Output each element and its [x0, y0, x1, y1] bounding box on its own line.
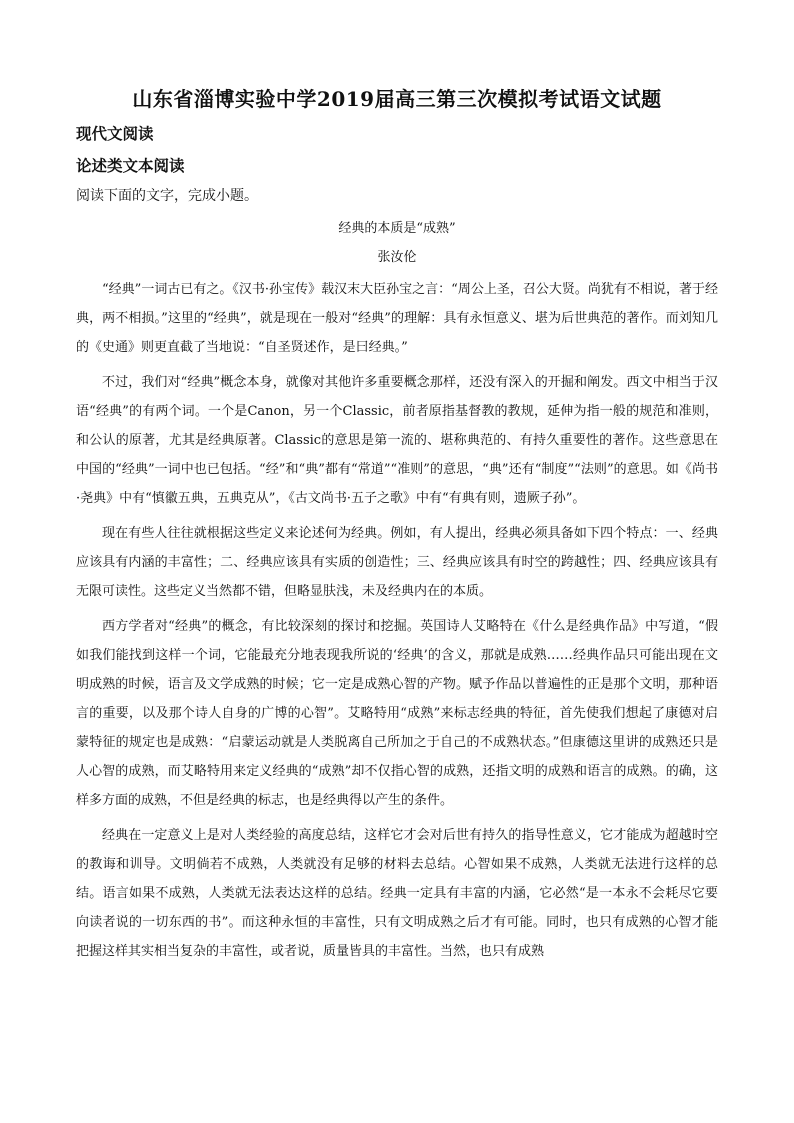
article-body — [76, 275, 718, 972]
section-heading-argumentative-reading: 论述类文本阅读 — [76, 157, 185, 175]
paragraph: 不过，我们对“经典”概念本身，就像对其他许多重要概念那样，还没有深入的开掘和阐发。西文中相当于汉语“经典”的有两个词。一个是Canon，另一个Classic，前者原指基督教的教规，延伸为指一般的规范和准则，和公认的原著，尤其是经典原著。Classic的意思是第一流的、堪称典范的、有持久重要性的著作。这些意思在中国的“经典”一词中也已包括。“经”和“典”都有“常道”“准则”的意思，“典”还有“制度”“法则”的意思。如《尚书·尧典》中有“慎徽五典，五典克从”，《古文尚书·五子之歌》中有“有典有则，遗厥子孙”。 — [76, 375, 718, 506]
paragraph: 经典在一定意义上是对人类经验的高度总结，这样它才会对后世有持久的指导性意义，它才能成为超越时空的教诲和训导。文明倘若不成熟，人类就没有足够的材料去总结。心智如果不成熟，人类就无法进行这样的总结。语言如果不成熟，人类就无法表达这样的总结。经典一定具有丰富的内涵，它必然“是一本永不会耗尽它要向读者说的一切东西的书”。而这种永恒的丰富性，只有文明成熟之后才有可能。同时，也只有成熟的心智才能把握这样其实相当复杂的丰富性，或者说，质量皆具的丰富性。当然，也只有成熟 — [76, 828, 718, 959]
section-heading-modern-reading: 现代文阅读 — [76, 125, 154, 143]
article-author: 张汝伦 — [377, 250, 417, 265]
article-title: 经典的本质是“成熟” — [338, 221, 456, 236]
paragraph: 现在有些人往往就根据这些定义来论述何为经典。例如，有人提出，经典必须具备如下四个特点：一、经典应该具有内涵的丰富性；二、经典应该具有实质的创造性；三、经典应该具有时空的跨越性；四、经典应该具有无限可读性。这些定义当然都不错，但略显肤浅，未及经典内在的本质。 — [76, 526, 718, 599]
exam-title: 山东省淄博实验中学2019届高三第三次模拟考试语文试题 — [132, 87, 662, 111]
paragraph: “经典”一词古已有之。《汉书·孙宝传》载汉末大臣孙宝之言：“周公上圣，召公大贤。尚犹有不相说，著于经典，两不相损。”这里的“经典”，就是现在一般对“经典”的理解：具有永恒意义、堪为后世典范的著作。而刘知几的《史通》则更直截了当地说：“自圣贤述作，是曰经典。” — [76, 282, 718, 355]
instruction-text: 阅读下面的文字，完成小题。 — [76, 188, 258, 204]
paragraph: 西方学者对“经典”的概念，有比较深刻的探讨和挖掘。英国诗人艾略特在《什么是经典作品》中写道，“假如我们能找到这样一个词，它能最充分地表现我所说的‘经典’的含义，那就是成熟……经典作品只可能出现在文明成熟的时候，语言及文学成熟的时候；它一定是成熟心智的产物。赋予作品以普遍性的正是那个文明，那种语言的重要，以及那个诗人自身的广博的心智”。艾略特用“成熟”来标志经典的特征，首先使我们想起了康德对启蒙特征的规定也是成熟：“启蒙运动就是人类脱离自己所加之于自己的不成熟状态。”但康德这里讲的成熟还只是人心智的成熟，而艾略特用来定义经典的“成熟”却不仅指心智的成熟，还指文明的成熟和语言的成熟。的确，这样多方面的成熟，不但是经典的标志，也是经典得以产生的条件。 — [76, 619, 718, 808]
